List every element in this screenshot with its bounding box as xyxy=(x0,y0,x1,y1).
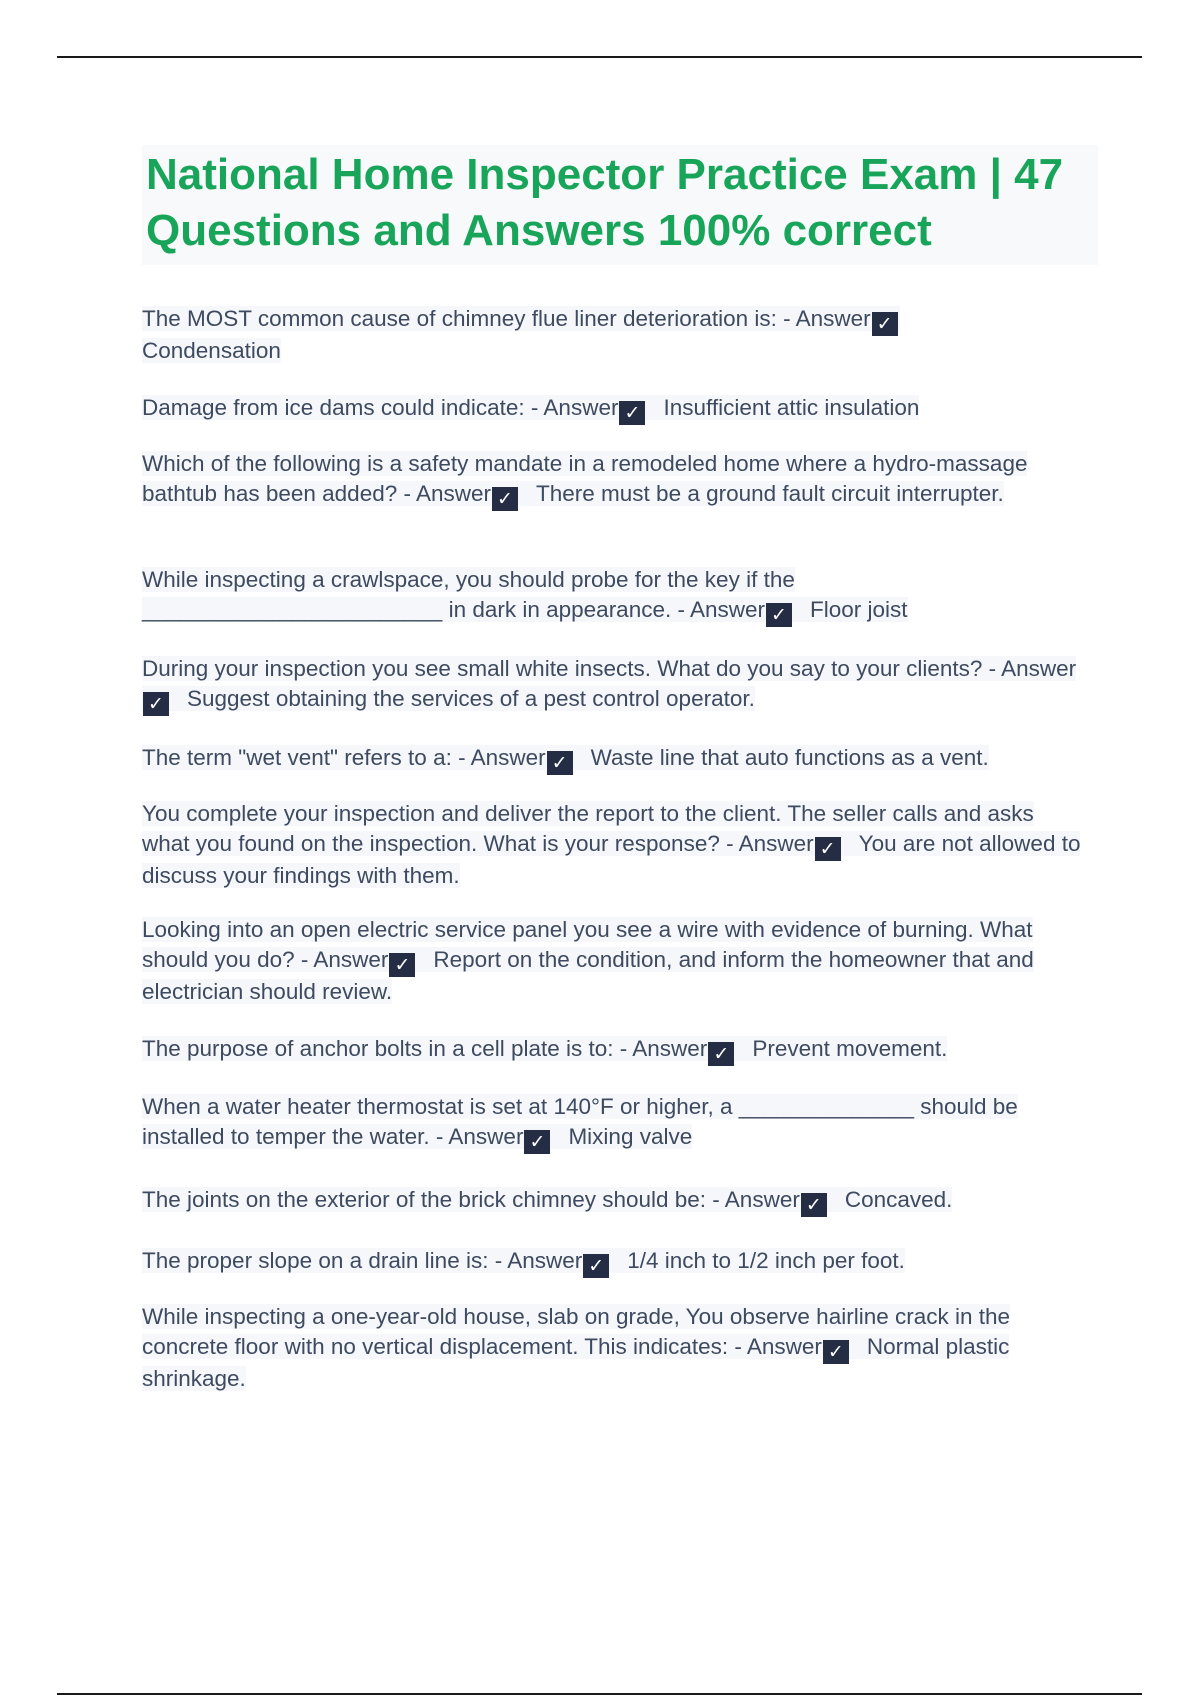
qa-item xyxy=(142,915,1082,1007)
answer-text: Insufficient attic insulation xyxy=(663,395,920,420)
check-box-icon: ✓ xyxy=(801,1193,827,1217)
answer-text: There must be a ground fault circuit interrupter. xyxy=(536,481,1004,506)
check-box-icon: ✓ xyxy=(524,1130,550,1154)
check-box-icon: ✓ xyxy=(815,837,841,861)
answer-text: Condensation xyxy=(142,338,281,363)
qa-item xyxy=(142,1185,1082,1217)
answer-text: Waste line that auto functions as a vent. xyxy=(590,745,989,770)
qa-item xyxy=(142,654,1082,716)
answer-text: Floor joist xyxy=(810,597,908,622)
qa-item xyxy=(142,393,1082,425)
qa-item xyxy=(142,449,1082,511)
answer-text: Concaved. xyxy=(844,1187,953,1212)
question-text: Looking into an open electric service panel you see a wire with evidence of burning. What should you do? - Answer xyxy=(142,917,1033,972)
qa-item xyxy=(142,1092,1082,1154)
check-box-icon: ✓ xyxy=(389,953,415,977)
qa-item xyxy=(142,304,1082,366)
question-text: Which of the following is a safety mandate in a remodeled home where a hydro-massage bathtub has been added? - Answer xyxy=(142,451,1028,506)
answer-text: 1/4 inch to 1/2 inch per foot. xyxy=(627,1248,905,1273)
check-box-icon: ✓ xyxy=(619,401,645,425)
check-box-icon: ✓ xyxy=(766,603,792,627)
check-box-icon: ✓ xyxy=(143,692,169,716)
check-box-icon: ✓ xyxy=(872,312,898,336)
answer-text: Mixing valve xyxy=(568,1124,693,1149)
check-box-icon: ✓ xyxy=(708,1042,734,1066)
check-box-icon: ✓ xyxy=(823,1340,849,1364)
qa-item xyxy=(142,565,1082,627)
question-text: The purpose of anchor bolts in a cell plate is to: - Answer xyxy=(142,1036,708,1061)
answer-text: Suggest obtaining the services of a pest control operator. xyxy=(187,686,755,711)
answer-text: You are not allowed to discuss your findings with them. xyxy=(142,831,1081,888)
qa-item xyxy=(142,1302,1082,1394)
qa-item xyxy=(142,743,1082,775)
question-text: When a water heater thermostat is set at 140°F or higher, a ______________ should be installed to temper the water. - Answer xyxy=(142,1094,1018,1149)
question-text: The proper slope on a drain line is: - Answer xyxy=(142,1248,583,1273)
check-box-icon: ✓ xyxy=(492,487,518,511)
question-text: The term "wet vent" refers to a: - Answer xyxy=(142,745,546,770)
qa-item xyxy=(142,1246,1082,1278)
question-text: The MOST common cause of chimney flue liner deterioration is: - Answer xyxy=(142,306,871,331)
question-text: You complete your inspection and deliver the report to the client. The seller calls and asks what you found on the inspection. What is your response? - Answer xyxy=(142,801,1034,856)
document-title: National Home Inspector Practice Exam | 47 Questions and Answers 100% correct xyxy=(146,150,1064,255)
qa-item xyxy=(142,1034,1082,1066)
answer-text: Prevent movement. xyxy=(752,1036,948,1061)
answer-text: Normal plastic shrinkage. xyxy=(142,1334,1010,1391)
check-box-icon: ✓ xyxy=(583,1254,609,1278)
footer-rule xyxy=(57,1693,1142,1695)
question-text: While inspecting a crawlspace, you should probe for the key if the ________________________ in dark in appearance. - Answer xyxy=(142,567,795,622)
answer-text: Report on the condition, and inform the homeowner that and electrician should review. xyxy=(142,947,1034,1004)
question-text: While inspecting a one-year-old house, slab on grade, You observe hairline crack in the concrete floor with no vertical displacement. This indicates: - Answer xyxy=(142,1304,1011,1359)
question-text: Damage from ice dams could indicate: - Answer xyxy=(142,395,619,420)
qa-item xyxy=(142,799,1082,891)
title-block xyxy=(142,145,1098,265)
question-text: During your inspection you see small white insects. What do you say to your clients? - Answer xyxy=(142,656,1077,681)
header-rule xyxy=(57,56,1142,58)
check-box-icon: ✓ xyxy=(547,751,573,775)
question-text: The joints on the exterior of the brick chimney should be: - Answer xyxy=(142,1187,800,1212)
